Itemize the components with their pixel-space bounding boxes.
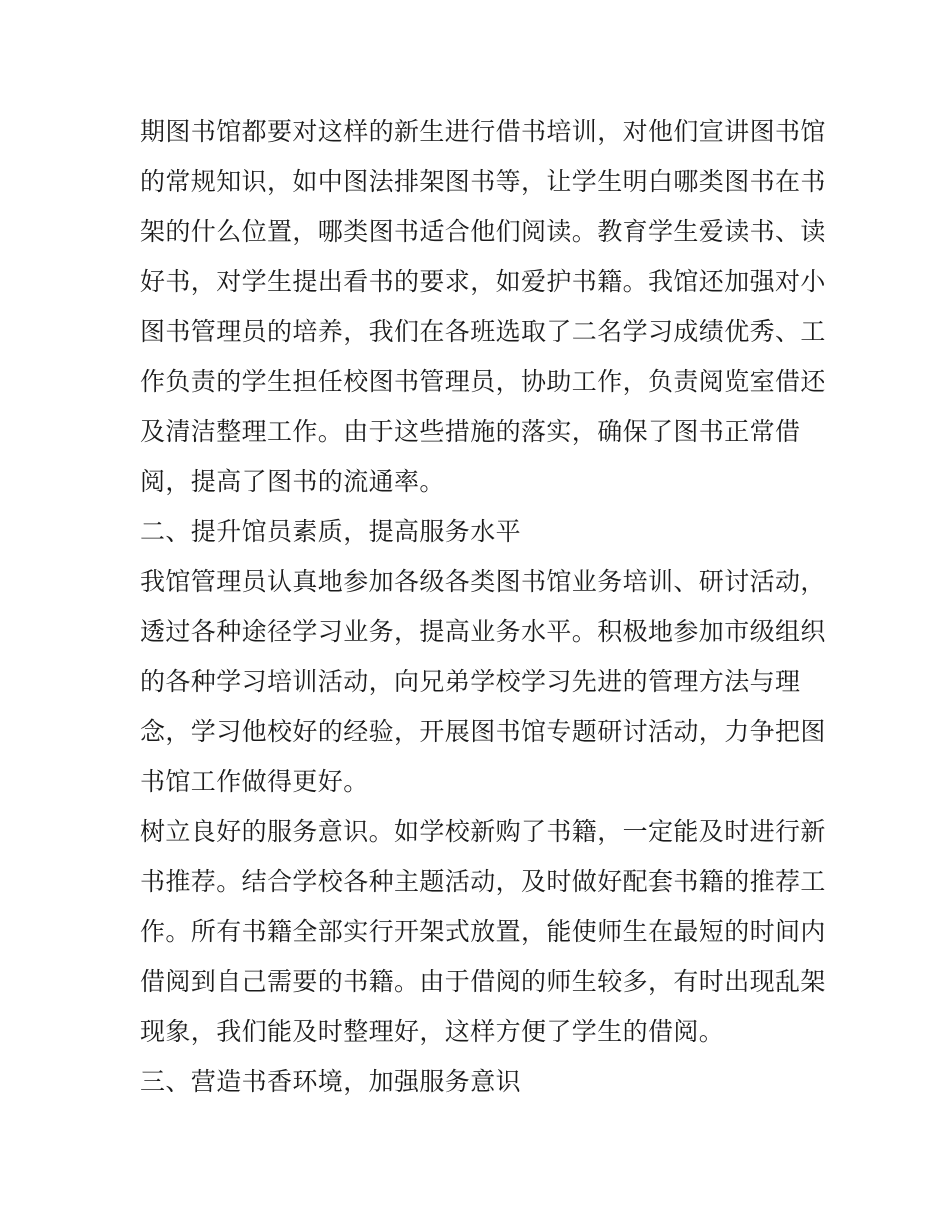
section-heading-3 xyxy=(140,1057,815,1107)
text-line: 的常规知识，如中图法排架图书等，让学生明白哪类图书在书 xyxy=(140,167,826,196)
text-line: 架的什么位置，哪类图书适合他们阅读。教育学生爱读书、读 xyxy=(140,217,826,246)
paragraph-staff-training xyxy=(140,557,826,807)
text-line: 阅，提高了图书的流通率。 xyxy=(140,467,445,496)
text-line: 书推荐。结合学校各种主题活动，及时做好配套书籍的推荐工 xyxy=(140,867,826,896)
text-line: 作负责的学生担任校图书管理员，协助工作，负责阅览室借还 xyxy=(140,367,826,396)
section-heading-2 xyxy=(140,507,815,557)
heading-line: 三、营造书香环境，加强服务意识 xyxy=(140,1067,522,1096)
text-line: 的各种学习培训活动，向兄弟学校学习先进的管理方法与理 xyxy=(140,667,801,696)
text-line: 期图书馆都要对这样的新生进行借书培训，对他们宣讲图书馆 xyxy=(140,117,826,146)
document-page xyxy=(140,107,826,1107)
heading-line: 二、提升馆员素质，提高服务水平 xyxy=(140,517,522,546)
text-line: 及清洁整理工作。由于这些措施的落实，确保了图书正常借 xyxy=(140,417,801,446)
text-line: 作。所有书籍全部实行开架式放置，能使师生在最短的时间内 xyxy=(140,917,826,946)
paragraph-continued xyxy=(140,107,826,507)
text-line: 好书，对学生提出看书的要求，如爱护书籍。我馆还加强对小 xyxy=(140,267,826,296)
text-line: 树立良好的服务意识。如学校新购了书籍，一定能及时进行新 xyxy=(140,817,826,846)
text-line: 我馆管理员认真地参加各级各类图书馆业务培训、研讨活动， xyxy=(140,567,826,596)
text-line: 借阅到自己需要的书籍。由于借阅的师生较多，有时出现乱架 xyxy=(140,967,826,996)
text-line: 现象，我们能及时整理好，这样方便了学生的借阅。 xyxy=(140,1017,725,1046)
text-line: 念，学习他校好的经验，开展图书馆专题研讨活动，力争把图 xyxy=(140,717,826,746)
text-line: 图书管理员的培养，我们在各班选取了二名学习成绩优秀、工 xyxy=(140,317,826,346)
text-line: 书馆工作做得更好。 xyxy=(140,767,369,796)
text-line: 透过各种途径学习业务，提高业务水平。积极地参加市级组织 xyxy=(140,617,826,646)
paragraph-service-awareness xyxy=(140,807,826,1057)
